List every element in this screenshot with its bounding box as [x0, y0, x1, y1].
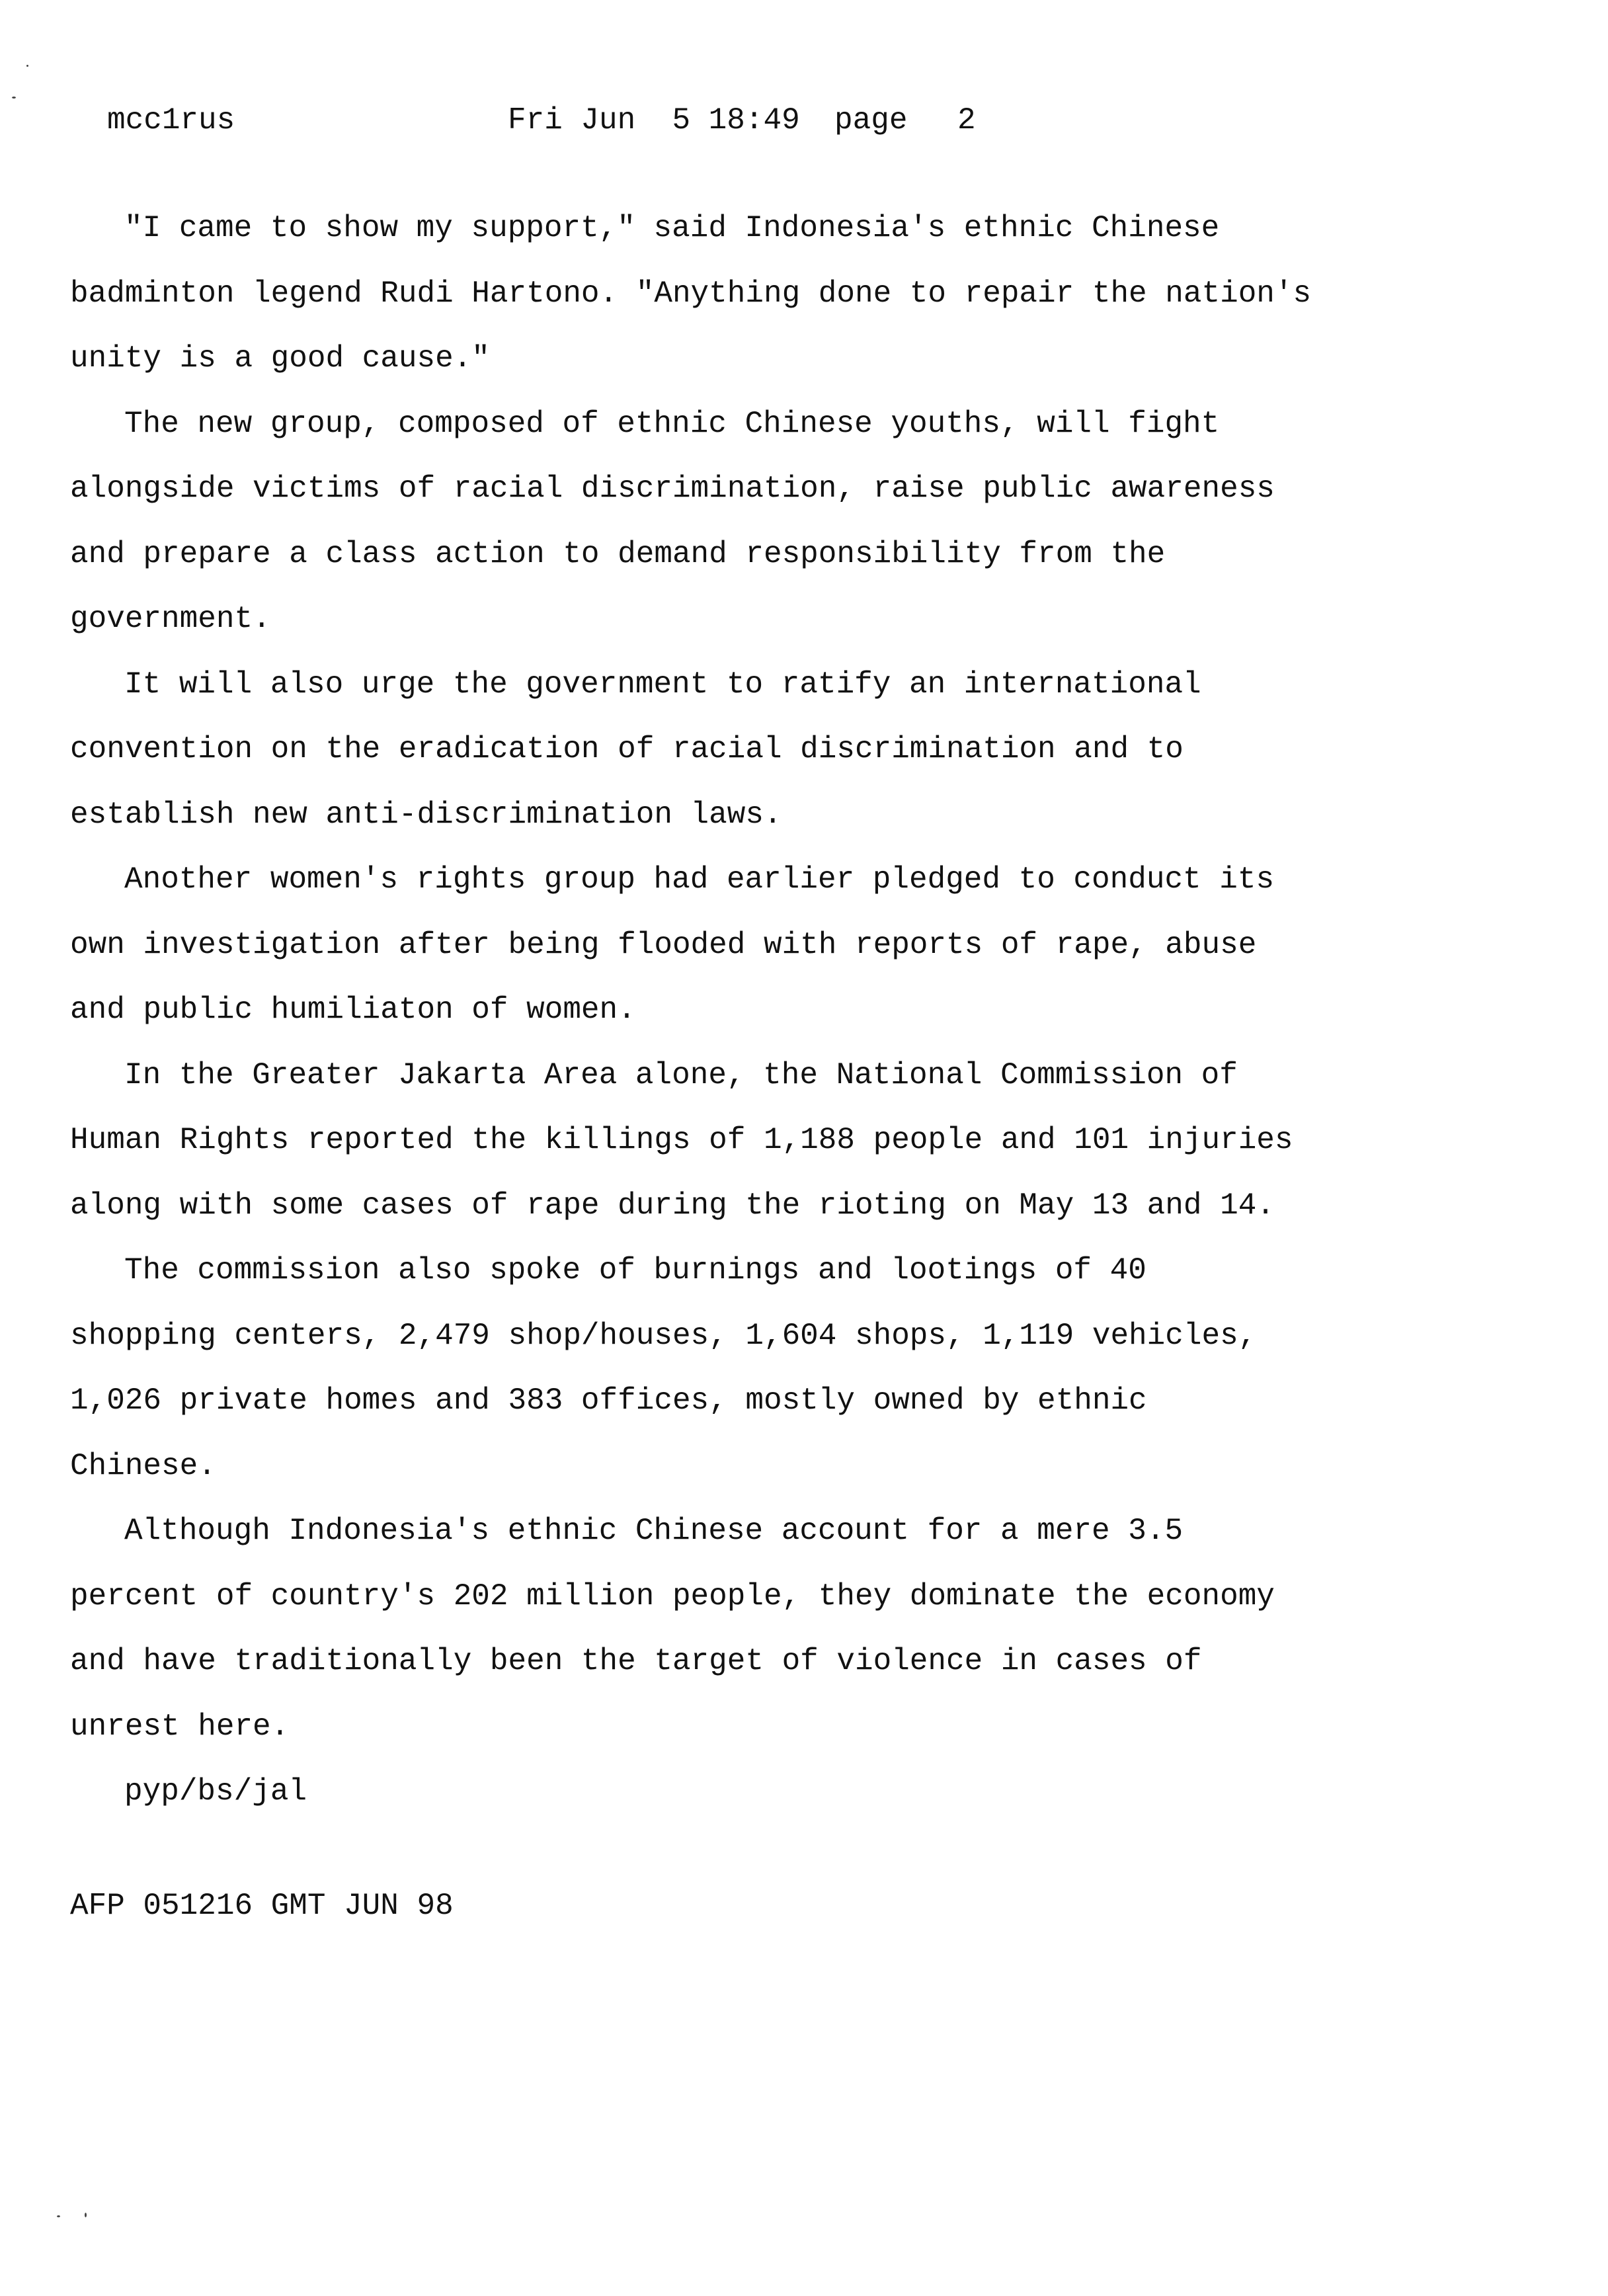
signoff [70, 1759, 1406, 1824]
text-line: 1,026 private homes and 383 offices, mostly owned by ethnic [70, 1383, 1147, 1418]
text-line: shopping centers, 2,479 shop/houses, 1,604 shops, 1,119 vehicles, [70, 1318, 1257, 1353]
paragraph [70, 1043, 1406, 1239]
text-line: unrest here. [70, 1709, 290, 1744]
header-date: Fri Jun 5 18:49 [508, 103, 800, 138]
text-line: and public humiliaton of women. [70, 993, 636, 1027]
text-line: Although Indonesia's ethnic Chinese account for a mere 3.5 [124, 1514, 1184, 1548]
text-line: pyp/bs/jal [124, 1774, 307, 1809]
text-line: percent of country's 202 million people, they dominate the economy [70, 1578, 1275, 1614]
file-id: mcc1rus [107, 103, 235, 138]
text-line: In the Greater Jakarta Area alone, the National Commission of [124, 1057, 1238, 1092]
text-line: and have traditionally been the target of violence in cases of [70, 1644, 1202, 1678]
paragraph [70, 847, 1406, 1043]
text-line: and prepare a class action to demand responsibility from the [70, 536, 1166, 571]
text-line: along with some cases of rape during the rioting on May 13 and 14. [70, 1188, 1275, 1223]
text-line: own investigation after being flooded with reports of rape, abuse [70, 927, 1257, 962]
article-body [70, 196, 1406, 1824]
scan-speck [26, 65, 28, 67]
page-label: page [834, 103, 908, 138]
text-line: unity is a good cause." [70, 341, 490, 376]
text-line: Chinese. [70, 1448, 216, 1483]
text-line: The new group, composed of ethnic Chinese youths, will fight [124, 406, 1220, 441]
page-number: 2 [957, 103, 976, 138]
paragraph [70, 391, 1406, 652]
text-line: Human Rights reported the killings of 1,188 people and 101 injuries [70, 1123, 1293, 1157]
scan-speck [85, 2213, 87, 2217]
text-line: Another women's rights group had earlier pledged to conduct its [124, 862, 1275, 897]
text-line: It will also urge the government to ratify an international [124, 667, 1201, 702]
paragraph [70, 652, 1406, 848]
scan-speck [57, 2215, 60, 2217]
page-header [0, 101, 1608, 140]
dateline: AFP 051216 GMT JUN 98 [70, 1889, 454, 1923]
scan-speck [12, 97, 16, 99]
text-line: The commission also spoke of burnings and lootings of 40 [124, 1253, 1146, 1288]
text-line: government. [70, 602, 271, 636]
text-line: "I came to show my support," said Indonesia's ethnic Chinese [124, 211, 1220, 245]
text-line: convention on the eradication of racial discrimination and to [70, 732, 1184, 766]
paragraph [70, 196, 1406, 391]
text-line: alongside victims of racial discrimination, raise public awareness [70, 472, 1275, 506]
text-line: establish new anti-discrimination laws. [70, 797, 782, 832]
paragraph [70, 1498, 1406, 1759]
paragraph [70, 1238, 1406, 1498]
text-line: badminton legend Rudi Hartono. "Anything done to repair the nation's [70, 276, 1312, 311]
